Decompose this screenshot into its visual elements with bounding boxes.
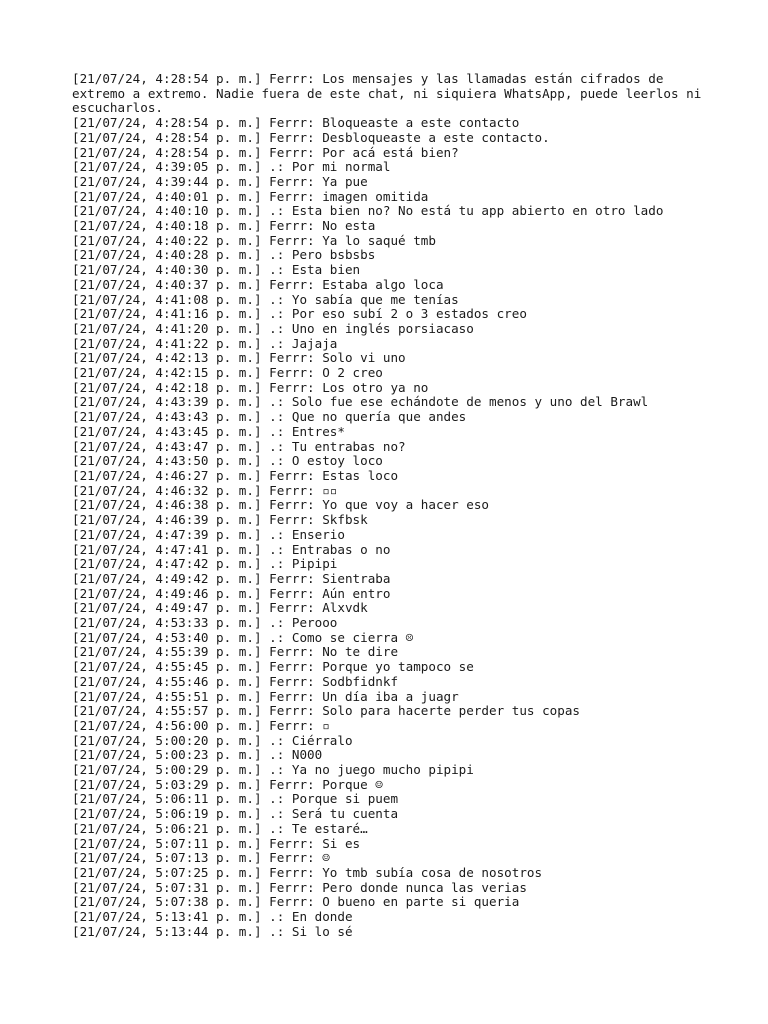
chat-message-line: [21/07/24, 5:07:25 p. m.] Ferrr: Yo tmb subía cosa de nosotros — [72, 864, 543, 880]
encryption-notice-line: [21/07/24, 4:28:54 p. m.] Ferrr: Los mensajes y las llamadas están cifrados de extremo a extremo. Nadie fuera de este chat, ni siquiera WhatsApp, puede leerlos ni escucharlos. — [72, 71, 709, 116]
chat-message-line: [21/07/24, 4:47:41 p. m.] .: Entrabas o no — [72, 541, 391, 557]
chat-message-line: [21/07/24, 4:47:39 p. m.] .: Enserio — [72, 526, 345, 542]
chat-message-line: [21/07/24, 4:43:43 p. m.] .: Que no quería que andes — [72, 409, 467, 425]
chat-message-line: [21/07/24, 5:07:13 p. m.] Ferrr: ☺ — [72, 850, 330, 866]
chat-message-line: [21/07/24, 4:41:16 p. m.] .: Por eso subí 2 o 3 estados creo — [72, 306, 527, 322]
chat-message-line: [21/07/24, 4:46:38 p. m.] Ferrr: Yo que voy a hacer eso — [72, 497, 490, 513]
chat-message-line: [21/07/24, 4:47:42 p. m.] .: Pipipi — [72, 556, 338, 572]
chat-message-line: [21/07/24, 4:39:05 p. m.] .: Por mi normal — [72, 159, 391, 175]
chat-message-line: [21/07/24, 5:06:19 p. m.] .: Será tu cuenta — [72, 806, 399, 822]
chat-message-line: [21/07/24, 4:43:45 p. m.] .: Entres* — [72, 423, 345, 439]
chat-message-line: [21/07/24, 4:40:30 p. m.] .: Esta bien — [72, 262, 361, 278]
chat-message-line: [21/07/24, 4:41:20 p. m.] .: Uno en inglés porsiacaso — [72, 320, 474, 336]
chat-message-line: [21/07/24, 4:43:50 p. m.] .: O estoy loco — [72, 453, 383, 469]
chat-message-line: [21/07/24, 4:28:54 p. m.] Ferrr: Por acá está bien? — [72, 144, 459, 160]
chat-message-line: [21/07/24, 4:49:42 p. m.] Ferrr: Sientraba — [72, 570, 391, 586]
chat-message-list — [72, 116, 712, 939]
chat-transcript-page — [72, 72, 712, 939]
chat-message-line: [21/07/24, 4:40:22 p. m.] Ferrr: Ya lo saqué tmb — [72, 232, 436, 248]
chat-message-line: [21/07/24, 4:42:15 p. m.] Ferrr: O 2 creo — [72, 365, 383, 381]
chat-message-line: [21/07/24, 4:40:10 p. m.] .: Esta bien no? No está tu app abierto en otro lado — [72, 203, 664, 219]
chat-message-line: [21/07/24, 4:56:00 p. m.] Ferrr: ▫ — [72, 717, 330, 733]
chat-message-line: [21/07/24, 4:28:54 p. m.] Ferrr: Bloqueaste a este contacto — [72, 115, 520, 131]
chat-message-line: [21/07/24, 5:00:23 p. m.] .: N000 — [72, 747, 323, 763]
chat-message-line: [21/07/24, 4:53:40 p. m.] .: Como se cierra ☹ — [72, 629, 414, 645]
chat-message-line: [21/07/24, 4:46:27 p. m.] Ferrr: Estas loco — [72, 467, 399, 483]
chat-message-line: [21/07/24, 4:55:57 p. m.] Ferrr: Solo para hacerte perder tus copas — [72, 703, 580, 719]
chat-message-line: [21/07/24, 4:49:47 p. m.] Ferrr: Alxvdk — [72, 600, 368, 616]
chat-message-line: [21/07/24, 5:13:44 p. m.] .: Si lo sé — [72, 923, 353, 939]
chat-message-line: [21/07/24, 4:40:28 p. m.] .: Pero bsbsbs — [72, 247, 376, 263]
chat-message-line: [21/07/24, 4:53:33 p. m.] .: Perooo — [72, 615, 338, 631]
chat-message-line: [21/07/24, 5:07:31 p. m.] Ferrr: Pero donde nunca las verias — [72, 879, 527, 895]
chat-message-line: [21/07/24, 5:13:41 p. m.] .: En donde — [72, 909, 353, 925]
chat-message-line: [21/07/24, 4:49:46 p. m.] Ferrr: Aún entro — [72, 585, 391, 601]
chat-message-line: [21/07/24, 5:07:11 p. m.] Ferrr: Si es — [72, 835, 361, 851]
chat-message-line: [21/07/24, 5:00:29 p. m.] .: Ya no juego mucho pipipi — [72, 762, 474, 778]
chat-message-line: [21/07/24, 5:03:29 p. m.] Ferrr: Porque ☺ — [72, 776, 383, 792]
chat-message-line: [21/07/24, 4:39:44 p. m.] Ferrr: Ya pue — [72, 173, 368, 189]
chat-message-line: [21/07/24, 5:06:21 p. m.] .: Te estaré… — [72, 820, 368, 836]
chat-message-line: [21/07/24, 4:55:39 p. m.] Ferrr: No te dire — [72, 644, 399, 660]
chat-message-line: [21/07/24, 5:07:38 p. m.] Ferrr: O bueno en parte si queria — [72, 894, 520, 910]
chat-message-line: [21/07/24, 4:42:18 p. m.] Ferrr: Los otro ya no — [72, 379, 429, 395]
chat-message-line: [21/07/24, 4:55:46 p. m.] Ferrr: Sodbfidnkf — [72, 673, 399, 689]
chat-message-line: [21/07/24, 4:43:47 p. m.] .: Tu entrabas no? — [72, 438, 406, 454]
chat-message-line: [21/07/24, 4:43:39 p. m.] .: Solo fue ese echándote de menos y uno del Brawl — [72, 394, 649, 410]
chat-message-line: [21/07/24, 4:46:39 p. m.] Ferrr: Skfbsk — [72, 512, 368, 528]
chat-message-line: [21/07/24, 4:40:01 p. m.] Ferrr: imagen omitida — [72, 188, 429, 204]
chat-message-line: [21/07/24, 5:06:11 p. m.] .: Porque si puem — [72, 791, 399, 807]
chat-message-line: [21/07/24, 4:28:54 p. m.] Ferrr: Desbloqueaste a este contacto. — [72, 129, 550, 145]
chat-message-line: [21/07/24, 4:41:22 p. m.] .: Jajaja — [72, 335, 338, 351]
chat-message-line: [21/07/24, 4:40:37 p. m.] Ferrr: Estaba algo loca — [72, 276, 444, 292]
chat-message-line: [21/07/24, 4:41:08 p. m.] .: Yo sabía que me tenías — [72, 291, 459, 307]
chat-message-line: [21/07/24, 5:00:20 p. m.] .: Ciérralo — [72, 732, 353, 748]
chat-message-line: [21/07/24, 4:55:51 p. m.] Ferrr: Un día iba a juagr — [72, 688, 459, 704]
chat-message-line: [21/07/24, 4:46:32 p. m.] Ferrr: ▫▫ — [72, 482, 338, 498]
chat-message-line: [21/07/24, 4:42:13 p. m.] Ferrr: Solo vi uno — [72, 350, 406, 366]
chat-message-line: [21/07/24, 4:55:45 p. m.] Ferrr: Porque yo tampoco se — [72, 659, 474, 675]
chat-message-line: [21/07/24, 4:40:18 p. m.] Ferrr: No esta — [72, 218, 376, 234]
